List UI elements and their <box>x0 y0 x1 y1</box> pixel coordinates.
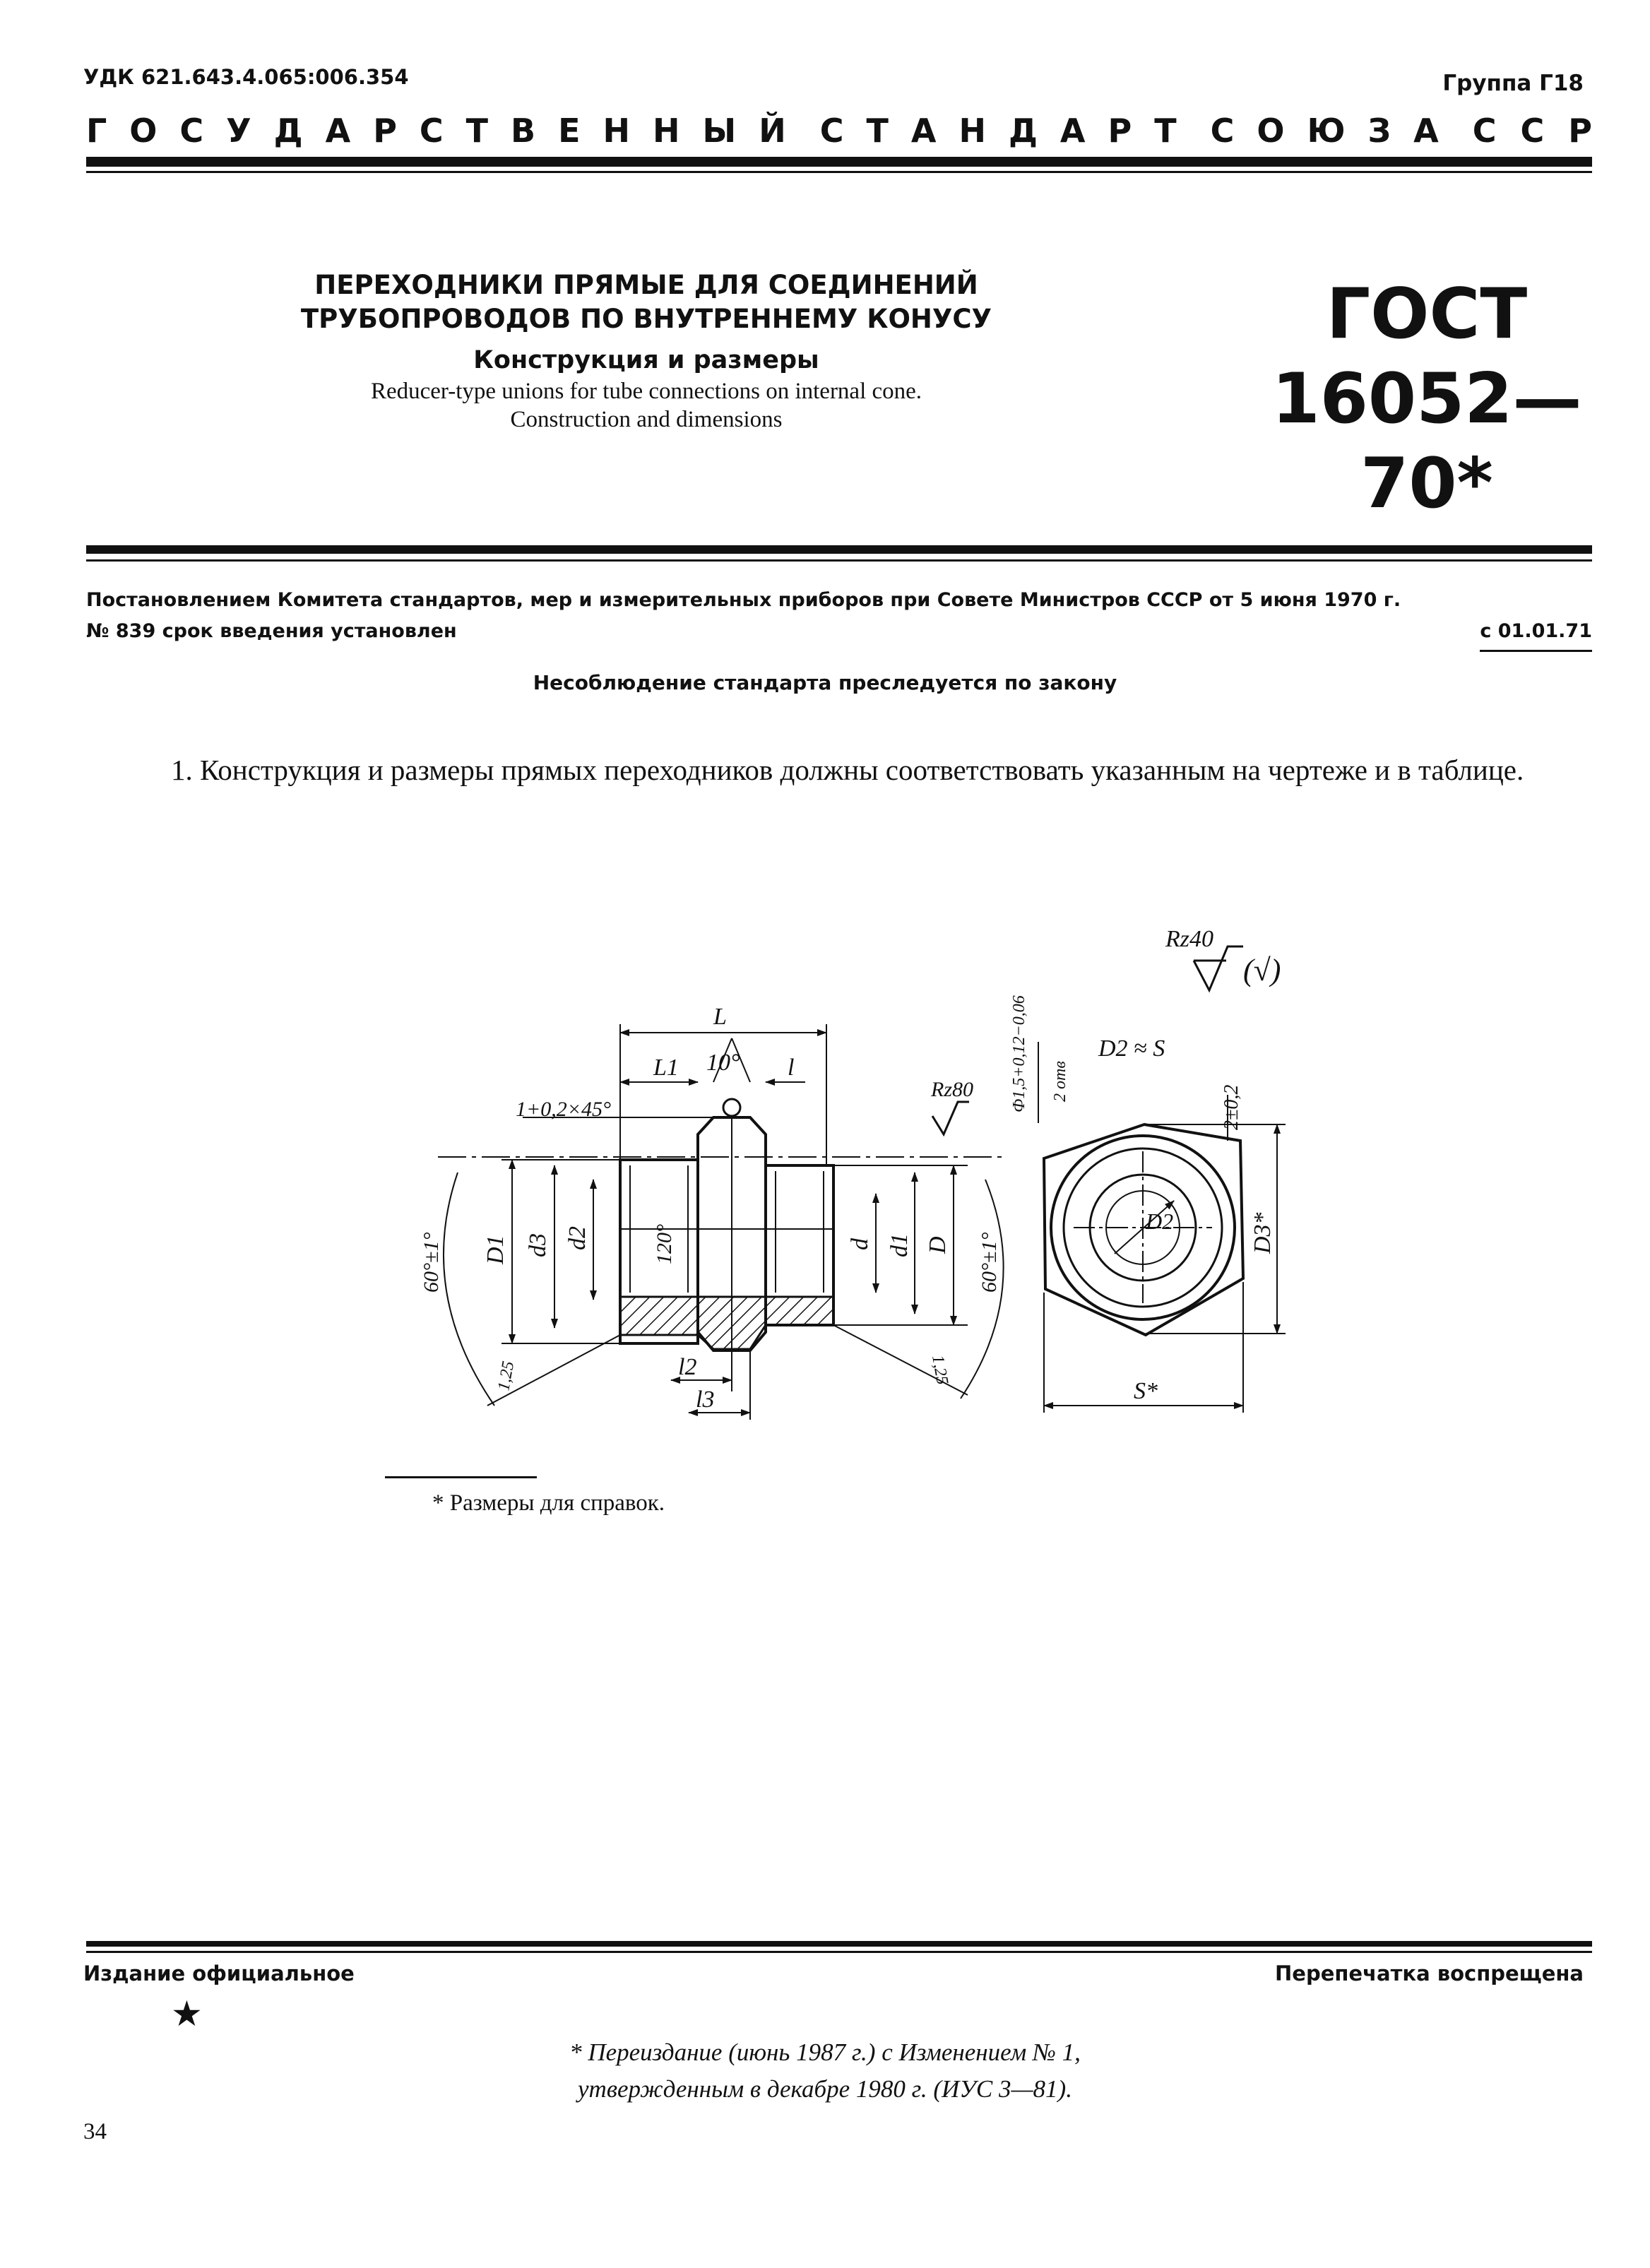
title-rule-thick <box>86 545 1592 554</box>
title-en-line2: Construction and dimensions <box>510 407 783 432</box>
roughness-symbol-main <box>1194 946 1243 990</box>
gost-label: ГОСТ <box>1326 274 1528 355</box>
banner-word-1: ГОСУДАРСТВЕННЫЙ <box>86 112 809 150</box>
label-D-right: D <box>925 1236 951 1254</box>
label-D2-eq-S: D2 ≈ S <box>1098 1035 1165 1062</box>
roughness-main-label: Rz40 <box>1165 926 1213 952</box>
edition-label: Издание официальное <box>83 1961 355 1985</box>
roughness-local-label: Rz80 <box>931 1078 973 1101</box>
label-d3: d3 <box>525 1233 551 1257</box>
label-hole: Ф1,5+0,12−0,06 <box>1010 995 1028 1112</box>
label-angle-left: 60°±1° <box>420 1232 443 1293</box>
label-two-tolerance: 2±0,2 <box>1221 1084 1242 1130</box>
label-r125-right: 1,25 <box>928 1353 951 1387</box>
gost-designation <box>1243 272 1610 526</box>
page-number: 34 <box>83 2119 107 2144</box>
star-icon: ★ <box>171 1993 203 2034</box>
reissue-line1: * Переиздание (июнь 1987 г.) с Изменением № 1, <box>569 2038 1081 2066</box>
gost-number: 16052—70* <box>1271 359 1582 524</box>
header-rule-thin <box>86 171 1592 173</box>
udk-code: УДК 621.643.4.065:006.354 <box>83 65 409 89</box>
reprint-notice: Перепечатка воспрещена <box>1275 1961 1584 1985</box>
footer-rule-thin <box>86 1951 1592 1953</box>
banner-word-3: СОЮЗА <box>1210 112 1461 150</box>
title-ru-subtitle: Конструкция и размеры <box>473 346 819 374</box>
dimension-lines <box>444 1024 1004 1420</box>
banner-word-2: СТАНДАРТ <box>819 112 1199 150</box>
reissue-line2: утвержденным в декабре 1980 г. (ИУС 3—81). <box>578 2075 1072 2103</box>
title-ru-line2: ТРУБОПРОВОДОВ ПО ВНУТРЕННЕМУ КОНУСУ <box>300 304 992 334</box>
legal-warning: Несоблюдение стандарта преследуется по закону <box>533 671 1117 694</box>
label-L1: L1 <box>653 1055 679 1081</box>
label-d2: d2 <box>564 1226 590 1250</box>
label-S: S* <box>1134 1378 1158 1404</box>
side-view <box>438 1099 1003 1350</box>
footnote-rule <box>385 1476 537 1478</box>
label-d-right: d <box>847 1238 873 1250</box>
label-10deg: 10° <box>706 1050 740 1076</box>
title-en-line1: Reducer-type unions for tube connections on internal cone. <box>370 379 922 404</box>
paragraph-1: 1. Конструкция и размеры прямых переходников должны соответствовать указанным на чертеже и в таблице. <box>171 754 1524 786</box>
reissue-note <box>0 2034 1650 2108</box>
banner-word-4: ССР <box>1472 112 1616 150</box>
label-l2: l2 <box>678 1354 697 1380</box>
label-D1-left: D1 <box>482 1235 509 1264</box>
footer-rule-thick <box>86 1941 1592 1947</box>
label-l3: l3 <box>696 1387 715 1413</box>
label-d1-right: d1 <box>886 1233 913 1257</box>
title-ru-line1: ПЕРЕХОДНИКИ ПРЯМЫЕ ДЛЯ СОЕДИНЕНИЙ <box>314 270 978 300</box>
standard-banner <box>86 112 1616 150</box>
decree-line1: Постановлением Комитета стандартов, мер и измерительных приборов при Совете Министров СССР от 5 июня 1970 г. <box>86 589 1401 611</box>
label-l: l <box>788 1055 795 1081</box>
label-D3: D3* <box>1250 1212 1276 1254</box>
header-rule-thick <box>86 157 1592 167</box>
effective-date: с 01.01.71 <box>1480 616 1592 652</box>
label-r125-left: 1,25 <box>494 1360 518 1393</box>
label-D2: D2 <box>1146 1209 1174 1234</box>
decree <box>86 585 1592 652</box>
label-chamfer: 1+0,2×45° <box>516 1098 611 1121</box>
label-120deg: 120° <box>653 1224 676 1264</box>
technical-drawing <box>0 897 1650 1434</box>
footnote: * Размеры для справок. <box>432 1490 665 1516</box>
label-holes-count: 2 отв <box>1051 1061 1069 1102</box>
title-rule-thin <box>86 559 1592 562</box>
decree-line2: № 839 срок введения установлен <box>86 620 457 642</box>
label-L: L <box>713 1004 727 1030</box>
group-code: Группа Г18 <box>1442 71 1584 96</box>
label-angle-right: 60°±1° <box>978 1232 1001 1293</box>
roughness-check-label: (√) <box>1243 953 1281 987</box>
title-block <box>290 268 1003 434</box>
